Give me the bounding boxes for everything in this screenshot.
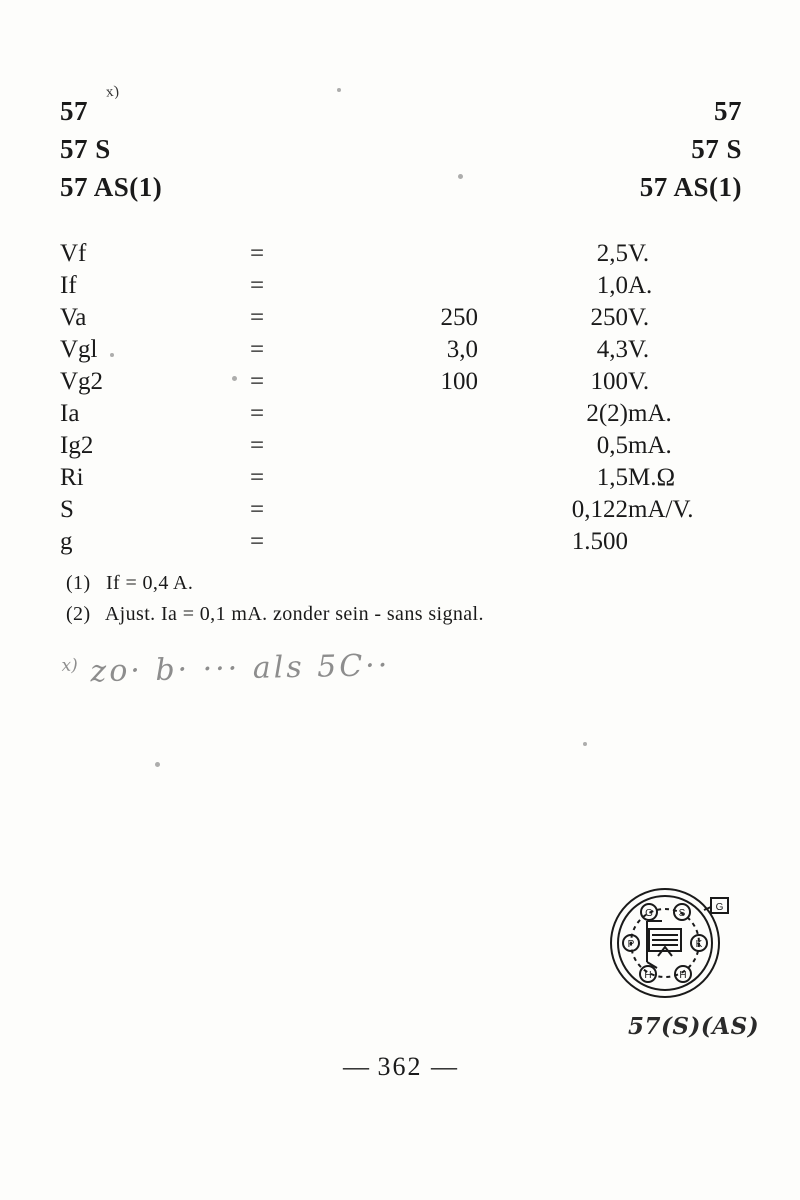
footnote-2 [66, 603, 484, 626]
equals-sign: = [250, 304, 265, 331]
spec-unit: V. [628, 336, 650, 363]
spec-value-2: 2,5 [596, 240, 628, 267]
svg-text:H: H [679, 970, 687, 981]
spec-value-1 [358, 240, 478, 272]
tube-type-57-right: 57 [714, 96, 742, 126]
spec-value-2: 0,5 [596, 432, 628, 459]
spec-label: Vf [60, 240, 87, 267]
spec-label: If [60, 272, 77, 299]
svg-text:K: K [695, 939, 703, 950]
footnotes [66, 572, 484, 634]
tube-type-header [60, 83, 742, 216]
spec-value-2: 250 [590, 304, 628, 331]
spec-value-2: 4,3 [596, 336, 628, 363]
page-number-value: 362 [377, 1052, 423, 1081]
tube-internal-elements [647, 921, 681, 968]
equals-sign: = [250, 368, 265, 395]
equals-sign: = [250, 528, 265, 555]
tube-type-57as-right: 57 AS(1) [639, 172, 742, 202]
equals-sign: = [250, 496, 265, 523]
tube-type-57s: 57 S [60, 134, 111, 164]
spec-label: Vgl [60, 336, 98, 363]
scan-speck [155, 762, 160, 767]
svg-text:S: S [678, 908, 686, 919]
svg-text:G: G [715, 902, 724, 913]
table-row [60, 400, 760, 432]
spec-value-1 [358, 432, 478, 464]
svg-text:G: G [645, 908, 653, 919]
table-row [60, 304, 760, 336]
footnote-1-number: (1) [66, 572, 91, 594]
equals-sign: = [250, 432, 265, 459]
tube-base-diagram [600, 876, 734, 1010]
table-row [60, 368, 760, 400]
spec-unit [628, 528, 760, 560]
header-left [60, 83, 121, 127]
spec-label: Ia [60, 400, 80, 427]
footnote-marker-x: x) [105, 83, 121, 101]
spec-label: Vg2 [60, 368, 104, 395]
page-number [0, 1052, 800, 1082]
tube-type-57: 57 [60, 96, 88, 126]
table-row [60, 272, 760, 304]
handwritten-annotation-text: zo· b· ··· als 5C·· [90, 648, 391, 690]
page-number-dash-right: — [431, 1052, 457, 1081]
table-row [60, 496, 760, 528]
scan-speck [110, 353, 114, 357]
spec-value-1: 250 [440, 304, 478, 331]
handwritten-footnote-marker: x) [61, 655, 78, 676]
equals-sign: = [250, 464, 265, 491]
spec-value-1: 3,0 [446, 336, 478, 363]
spec-value-2: 2(2) [586, 400, 628, 427]
footnote-2-number: (2) [66, 603, 91, 625]
table-row [60, 336, 760, 368]
spec-value-1 [358, 496, 478, 528]
scan-speck [232, 376, 237, 381]
spec-value-1 [358, 464, 478, 496]
header-row [60, 172, 742, 203]
footnote-2-text: Ajust. Ia = 0,1 mA. zonder sein - sans signal. [104, 603, 484, 625]
svg-text:P: P [627, 939, 635, 950]
spec-value-1 [358, 272, 478, 304]
footnote-1 [66, 572, 484, 595]
spec-unit: mA. [628, 400, 672, 427]
spec-value-2: 1,0 [596, 272, 628, 299]
spec-value-2: 100 [590, 368, 628, 395]
spec-label: g [60, 528, 73, 555]
equals-sign: = [250, 240, 265, 267]
spec-value-2: 0,122 [571, 496, 628, 523]
equals-sign: = [250, 272, 265, 299]
spec-label: Ri [60, 464, 84, 491]
specification-table [60, 240, 760, 560]
table-row [60, 528, 760, 560]
tube-type-57s-right: 57 S [691, 134, 742, 164]
scan-speck [583, 742, 587, 746]
spec-value-1 [358, 400, 478, 432]
spec-unit: V. [628, 240, 650, 267]
spec-value-1 [358, 528, 478, 560]
spec-label: Va [60, 304, 87, 331]
tube-type-57as: 57 AS(1) [60, 172, 163, 202]
table-row [60, 432, 760, 464]
spec-unit: V. [628, 304, 650, 331]
spec-value-2: 1.500 [571, 528, 628, 555]
spec-unit: M.Ω [628, 464, 676, 491]
svg-text:H: H [644, 970, 652, 981]
header-row [60, 83, 742, 127]
table-row [60, 240, 760, 272]
equals-sign: = [250, 336, 265, 363]
tube-base-label: 57(S)(AS) [628, 1013, 760, 1040]
equals-sign: = [250, 400, 265, 427]
spec-value-1: 100 [440, 368, 478, 395]
table-row [60, 464, 760, 496]
header-row [60, 134, 742, 165]
spec-unit: V. [628, 368, 650, 395]
spec-label: Ig2 [60, 432, 94, 459]
spec-label: S [60, 496, 74, 523]
handwritten-annotation [61, 645, 532, 725]
scan-speck [458, 174, 463, 179]
spec-unit: mA. [628, 432, 672, 459]
scan-speck [337, 88, 341, 92]
page-number-dash-left: — [343, 1052, 369, 1081]
spec-unit: A. [628, 272, 653, 299]
base-pin-circle [631, 909, 699, 977]
footnote-1-text: If = 0,4 A. [105, 572, 194, 594]
spec-value-2: 1,5 [596, 464, 628, 491]
tube-base-svg [600, 876, 734, 1010]
spec-unit: mA/V. [628, 496, 694, 523]
